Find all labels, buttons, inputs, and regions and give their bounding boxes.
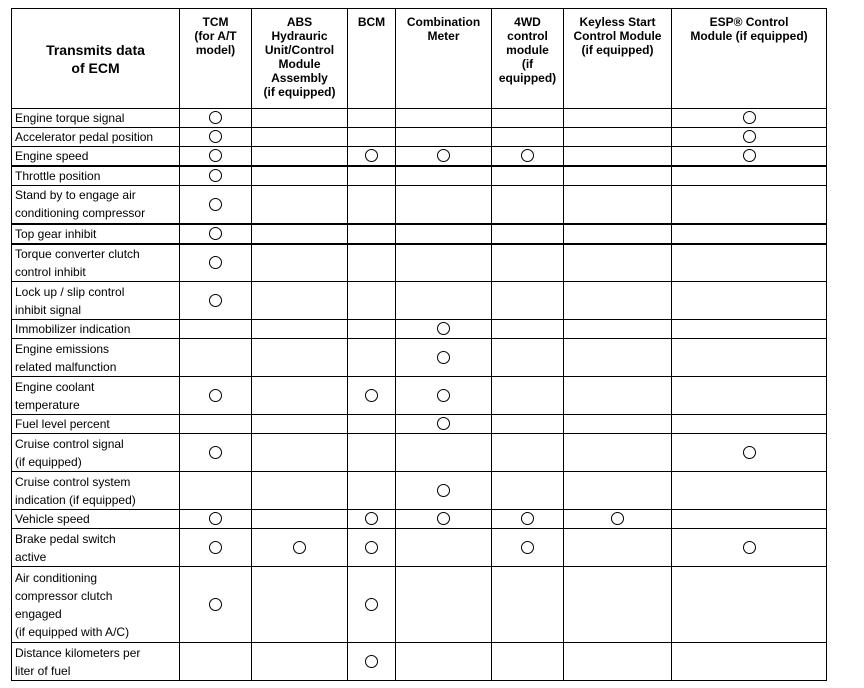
table-row: [12, 320, 827, 339]
table-cell: [492, 643, 564, 681]
circle-mark-icon: [209, 256, 222, 269]
circle-mark-icon: [365, 541, 378, 554]
table-cell: [180, 434, 252, 472]
table-cell: [348, 128, 396, 147]
table-cell: [252, 529, 348, 567]
table-cell: [672, 567, 827, 643]
table-cell: [564, 244, 672, 282]
table-cell: [348, 320, 396, 339]
row-label: Air conditioning compressor clutch engaged (if equipped with A/C): [12, 567, 180, 643]
circle-mark-icon: [437, 322, 450, 335]
table-cell: [492, 434, 564, 472]
table-cell: [564, 529, 672, 567]
table-cell: [348, 567, 396, 643]
table-cell: [180, 320, 252, 339]
circle-mark-icon: [293, 541, 306, 554]
table-row: [12, 128, 827, 147]
table-cell: [672, 510, 827, 529]
row-label: Stand by to engage air conditioning compressor: [12, 186, 180, 224]
table-cell: [492, 472, 564, 510]
table-row: [12, 415, 827, 434]
table-cell: [672, 109, 827, 128]
circle-mark-icon: [521, 541, 534, 554]
table-cell: [672, 339, 827, 377]
circle-mark-icon: [209, 446, 222, 459]
table-row: [12, 472, 827, 510]
table-cell: [348, 147, 396, 167]
table-cell: [492, 147, 564, 167]
column-header-label: 4WD control module (if equipped): [498, 15, 557, 85]
circle-mark-icon: [365, 149, 378, 162]
table-cell: [252, 643, 348, 681]
column-header: [396, 9, 492, 109]
table-cell: [252, 147, 348, 167]
column-header-label: Combination Meter: [406, 15, 481, 43]
table-cell: [252, 415, 348, 434]
table-cell: [252, 472, 348, 510]
table-cell: [672, 434, 827, 472]
row-label: Engine speed: [12, 147, 180, 167]
table-cell: [672, 186, 827, 224]
table-cell: [252, 434, 348, 472]
table-cell: [564, 282, 672, 320]
column-header: [348, 9, 396, 109]
ecm-transmit-data-table: [11, 8, 827, 681]
table-cell: [672, 128, 827, 147]
table-row: [12, 377, 827, 415]
circle-mark-icon: [743, 111, 756, 124]
table-cell: [252, 282, 348, 320]
circle-mark-icon: [521, 149, 534, 162]
table-cell: [396, 128, 492, 147]
row-label: Brake pedal switch active: [12, 529, 180, 567]
table-cell: [252, 186, 348, 224]
table-cell: [252, 128, 348, 147]
table-cell: [564, 472, 672, 510]
table-cell: [396, 147, 492, 167]
table-cell: [396, 186, 492, 224]
table-cell: [564, 567, 672, 643]
table-cell: [348, 643, 396, 681]
row-label: Engine emissions related malfunction: [12, 339, 180, 377]
table-cell: [180, 339, 252, 377]
table-cell: [672, 643, 827, 681]
table-cell: [180, 224, 252, 244]
table-cell: [396, 434, 492, 472]
table-cell: [348, 224, 396, 244]
row-label: Accelerator pedal position: [12, 128, 180, 147]
table-cell: [672, 320, 827, 339]
table-cell: [396, 415, 492, 434]
table-body: [12, 109, 827, 681]
corner-header: [12, 9, 180, 109]
table-row: [12, 529, 827, 567]
table-cell: [348, 472, 396, 510]
table-cell: [252, 244, 348, 282]
table-cell: [492, 128, 564, 147]
table-cell: [396, 109, 492, 128]
table-cell: [564, 166, 672, 186]
table-cell: [564, 377, 672, 415]
table-cell: [564, 415, 672, 434]
table-cell: [492, 166, 564, 186]
table-cell: [180, 377, 252, 415]
circle-mark-icon: [209, 169, 222, 182]
column-header-label: ESP® Control Module (if equipped): [690, 15, 808, 43]
circle-mark-icon: [209, 198, 222, 211]
table-cell: [252, 567, 348, 643]
circle-mark-icon: [743, 130, 756, 143]
table-cell: [564, 224, 672, 244]
table-cell: [396, 472, 492, 510]
table-cell: [180, 244, 252, 282]
table-row: [12, 567, 827, 643]
table-cell: [672, 224, 827, 244]
table-cell: [492, 339, 564, 377]
circle-mark-icon: [743, 541, 756, 554]
table-cell: [396, 529, 492, 567]
circle-mark-icon: [209, 149, 222, 162]
table-cell: [396, 166, 492, 186]
table-cell: [348, 377, 396, 415]
row-label: Top gear inhibit: [12, 224, 180, 244]
table-cell: [564, 109, 672, 128]
column-header: [672, 9, 827, 109]
table-cell: [492, 510, 564, 529]
table-cell: [252, 166, 348, 186]
table-cell: [672, 166, 827, 186]
table-cell: [396, 567, 492, 643]
table-cell: [396, 510, 492, 529]
table-cell: [252, 320, 348, 339]
table-row: [12, 224, 827, 244]
table-cell: [564, 186, 672, 224]
table-cell: [564, 147, 672, 167]
table-cell: [348, 415, 396, 434]
table-cell: [180, 147, 252, 167]
table-cell: [348, 282, 396, 320]
table-cell: [180, 109, 252, 128]
circle-mark-icon: [437, 389, 450, 402]
table-row: [12, 434, 827, 472]
circle-mark-icon: [437, 149, 450, 162]
column-header-label: BCM: [357, 15, 386, 29]
table-row: [12, 147, 827, 167]
column-header: [180, 9, 252, 109]
table-cell: [492, 186, 564, 224]
table-cell: [396, 282, 492, 320]
circle-mark-icon: [365, 389, 378, 402]
column-header: [252, 9, 348, 109]
table-cell: [492, 224, 564, 244]
row-label: Engine torque signal: [12, 109, 180, 128]
row-label: Engine coolant temperature: [12, 377, 180, 415]
circle-mark-icon: [437, 512, 450, 525]
table-cell: [396, 320, 492, 339]
circle-mark-icon: [209, 598, 222, 611]
circle-mark-icon: [437, 484, 450, 497]
table-cell: [672, 529, 827, 567]
table-cell: [492, 377, 564, 415]
table-cell: [672, 244, 827, 282]
table-cell: [492, 109, 564, 128]
circle-mark-icon: [521, 512, 534, 525]
circle-mark-icon: [611, 512, 624, 525]
table-cell: [348, 244, 396, 282]
row-label: Immobilizer indication: [12, 320, 180, 339]
table-cell: [492, 282, 564, 320]
row-label: Fuel level percent: [12, 415, 180, 434]
table-cell: [492, 529, 564, 567]
table-cell: [180, 567, 252, 643]
table-cell: [180, 166, 252, 186]
circle-mark-icon: [743, 446, 756, 459]
table-cell: [564, 320, 672, 339]
column-header: [492, 9, 564, 109]
row-label: Distance kilometers per liter of fuel: [12, 643, 180, 681]
table-cell: [180, 186, 252, 224]
table-cell: [348, 529, 396, 567]
table-cell: [348, 339, 396, 377]
table-cell: [672, 415, 827, 434]
table-cell: [396, 339, 492, 377]
table-cell: [180, 643, 252, 681]
circle-mark-icon: [743, 149, 756, 162]
circle-mark-icon: [209, 111, 222, 124]
table-cell: [252, 339, 348, 377]
table-cell: [180, 510, 252, 529]
table-row: [12, 643, 827, 681]
table-cell: [180, 529, 252, 567]
table-row: [12, 109, 827, 128]
table-cell: [348, 434, 396, 472]
circle-mark-icon: [209, 294, 222, 307]
table-cell: [492, 320, 564, 339]
column-header-label: TCM (for A/T model): [194, 15, 237, 57]
table-cell: [672, 147, 827, 167]
row-label: Torque converter clutch control inhibit: [12, 244, 180, 282]
circle-mark-icon: [209, 227, 222, 240]
circle-mark-icon: [365, 655, 378, 668]
row-label: Vehicle speed: [12, 510, 180, 529]
circle-mark-icon: [209, 130, 222, 143]
corner-header-label: Transmits data of ECM: [46, 41, 145, 76]
table-cell: [180, 415, 252, 434]
table-row: [12, 510, 827, 529]
circle-mark-icon: [209, 541, 222, 554]
circle-mark-icon: [437, 351, 450, 364]
table-cell: [672, 282, 827, 320]
table-cell: [252, 109, 348, 128]
table-cell: [396, 224, 492, 244]
table-row: [12, 186, 827, 224]
table-cell: [396, 377, 492, 415]
circle-mark-icon: [365, 512, 378, 525]
table-cell: [180, 472, 252, 510]
table-cell: [492, 415, 564, 434]
column-header: [564, 9, 672, 109]
row-label: Throttle position: [12, 166, 180, 186]
table-cell: [348, 109, 396, 128]
table-cell: [672, 377, 827, 415]
table-row: [12, 282, 827, 320]
table-cell: [396, 244, 492, 282]
header-row: [12, 9, 827, 109]
table-cell: [348, 186, 396, 224]
table-cell: [180, 282, 252, 320]
table-row: [12, 339, 827, 377]
table-cell: [564, 434, 672, 472]
circle-mark-icon: [209, 512, 222, 525]
row-label: Lock up / slip control inhibit signal: [12, 282, 180, 320]
circle-mark-icon: [365, 598, 378, 611]
table-cell: [396, 643, 492, 681]
row-label: Cruise control signal (if equipped): [12, 434, 180, 472]
table-cell: [672, 472, 827, 510]
table-cell: [492, 567, 564, 643]
table-cell: [252, 224, 348, 244]
table-cell: [252, 377, 348, 415]
table-cell: [564, 510, 672, 529]
table-cell: [564, 643, 672, 681]
table-cell: [252, 510, 348, 529]
table-row: [12, 166, 827, 186]
column-header-label: Keyless Start Control Module (if equipped): [573, 15, 662, 57]
table-cell: [348, 510, 396, 529]
table-cell: [564, 128, 672, 147]
circle-mark-icon: [437, 417, 450, 430]
table-row: [12, 244, 827, 282]
table-cell: [492, 244, 564, 282]
column-header-label: ABS Hydrauric Unit/Control Module Assembly (if equipped): [263, 15, 336, 99]
table-cell: [564, 339, 672, 377]
table-cell: [180, 128, 252, 147]
row-label: Cruise control system indication (if equipped): [12, 472, 180, 510]
circle-mark-icon: [209, 389, 222, 402]
table-cell: [348, 166, 396, 186]
